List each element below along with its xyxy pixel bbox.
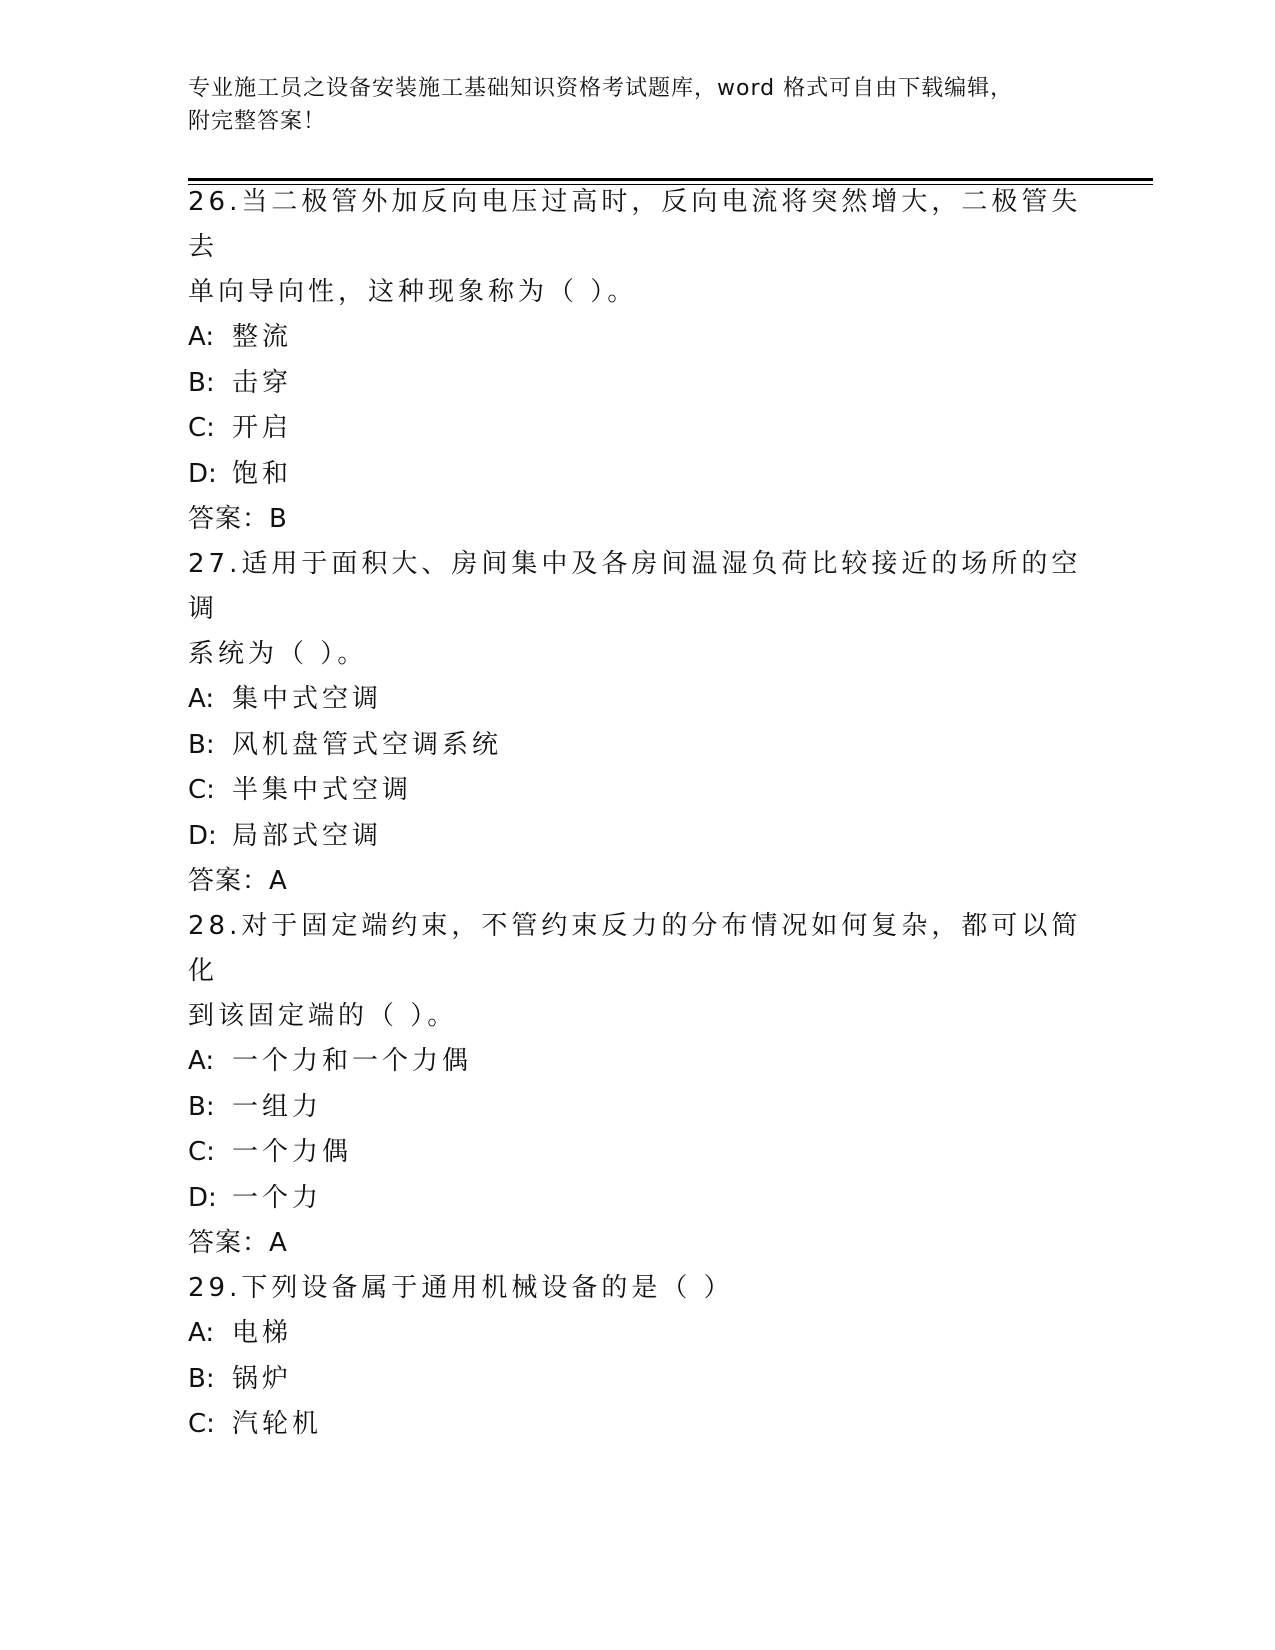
document-header: [188, 72, 1068, 138]
option-b: [188, 723, 1088, 769]
option-key: A:: [188, 1318, 215, 1348]
option-b: [188, 1357, 1088, 1403]
option-text: 汽轮机: [232, 1409, 323, 1439]
option-key: A:: [188, 322, 215, 352]
option-d: [188, 1176, 1088, 1222]
question-26: [188, 180, 1088, 543]
option-a: [188, 1311, 1088, 1357]
option-c: [188, 768, 1088, 814]
option-key: D:: [188, 458, 217, 489]
option-a: [188, 315, 1088, 361]
option-text: 局部式空调: [232, 820, 383, 851]
option-key: C:: [188, 1409, 215, 1439]
option-text: 击穿: [232, 367, 293, 398]
option-key: A:: [188, 684, 215, 714]
option-text: 一个力: [232, 1182, 323, 1213]
option-text: 整流: [232, 322, 293, 352]
header-line-2: 附完整答案！: [188, 109, 327, 134]
option-c: [188, 1402, 1088, 1448]
option-key: C:: [188, 1137, 215, 1167]
option-text: 开启: [232, 413, 293, 443]
option-text: 锅炉: [232, 1363, 293, 1394]
question-stem-line: 28.对于固定端约束，不管约束反力的分布情况如何复杂，都可以简化: [188, 911, 1082, 986]
question-stem-line: 系统为（ ）。: [188, 639, 368, 669]
question-stem-line: 29.下列设备属于通用机械设备的是（ ）: [188, 1273, 734, 1303]
option-text: 电梯: [232, 1318, 293, 1348]
option-d: [188, 814, 1088, 860]
question-stem-line: 单向导向性，这种现象称为（ ）。: [188, 277, 638, 307]
option-a: [188, 1039, 1088, 1085]
question-29: [188, 1266, 1088, 1448]
option-key: B:: [188, 729, 215, 760]
option-b: [188, 1085, 1088, 1131]
question-stem-line: 27.适用于面积大、房间集中及各房间温湿负荷比较接近的场所的空调: [188, 549, 1082, 624]
option-text: 一个力偶: [232, 1137, 353, 1167]
header-line-1: 专业施工员之设备安装施工基础知识资格考试题库，word 格式可自由下载编辑，: [188, 76, 1014, 101]
question-stem-line: 26.当二极管外加反向电压过高时，反向电流将突然增大，二极管失去: [188, 187, 1082, 262]
option-key: C:: [188, 413, 215, 443]
answer-line: 答案：A: [188, 866, 288, 896]
option-text: 一个力和一个力偶: [232, 1046, 473, 1076]
option-key: B:: [188, 367, 215, 398]
option-text: 风机盘管式空调系统: [232, 729, 503, 760]
option-key: A:: [188, 1046, 215, 1076]
option-text: 半集中式空调: [232, 775, 413, 805]
question-27: [188, 542, 1088, 905]
option-c: [188, 1130, 1088, 1176]
option-key: C:: [188, 775, 215, 805]
option-a: [188, 677, 1088, 723]
option-key: D:: [188, 1182, 217, 1213]
option-b: [188, 361, 1088, 407]
option-d: [188, 452, 1088, 498]
answer-line: 答案：A: [188, 1228, 288, 1258]
option-text: 饱和: [232, 458, 293, 489]
option-key: D:: [188, 820, 217, 851]
question-stem-line: 到该固定端的（ ）。: [188, 1001, 458, 1031]
option-text: 集中式空调: [232, 684, 383, 714]
option-text: 一组力: [232, 1091, 323, 1122]
answer-line: 答案：B: [188, 504, 288, 534]
option-key: B:: [188, 1091, 215, 1122]
question-28: [188, 904, 1088, 1267]
option-c: [188, 406, 1088, 452]
option-key: B:: [188, 1363, 215, 1394]
